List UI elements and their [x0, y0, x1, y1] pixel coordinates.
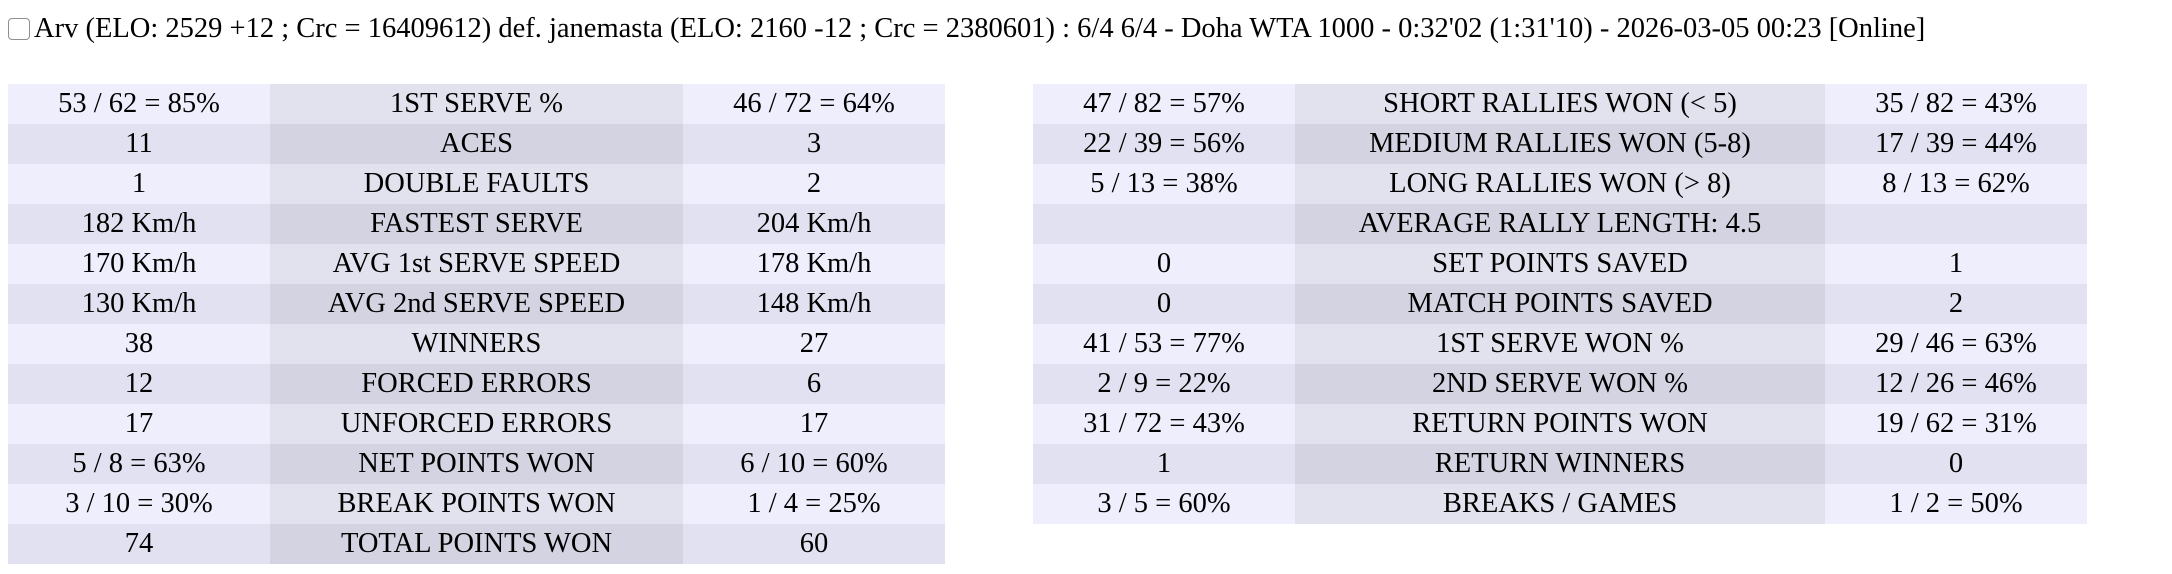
stat-row-average-rally-length [1033, 204, 2087, 244]
p2-value: 46 / 72 = 64% [683, 84, 945, 124]
stat-row-2nd-serve-won [1033, 364, 2087, 404]
stat-label: 1ST SERVE % [270, 84, 683, 124]
p1-value: 53 / 62 = 85% [8, 84, 270, 124]
stat-label: SHORT RALLIES WON (< 5) [1295, 84, 1825, 124]
p1-value: 5 / 13 = 38% [1033, 164, 1295, 204]
stat-row-winners [8, 324, 945, 364]
stat-row-avg-1st-serve-speed [8, 244, 945, 284]
stat-label: FASTEST SERVE [270, 204, 683, 244]
stat-row-return-points-won [1033, 404, 2087, 444]
p2-value: 27 [683, 324, 945, 364]
p1-value: 11 [8, 124, 270, 164]
stat-label: UNFORCED ERRORS [270, 404, 683, 444]
p1-value: 170 Km/h [8, 244, 270, 284]
p2-value [1825, 204, 2087, 244]
match-summary-text: Arv (ELO: 2529 +12 ; Crc = 16409612) def. janemasta (ELO: 2160 -12 ; Crc = 2380601) : 6/4 6/4 - Doha WTA 1000 - 0:32'02 (1:31'10) - 2026-03-05 00:23 [Online] [34, 13, 1926, 44]
p2-value: 2 [683, 164, 945, 204]
stat-row-set-points-saved [1033, 244, 2087, 284]
stat-label: RETURN POINTS WON [1295, 404, 1825, 444]
stat-label: WINNERS [270, 324, 683, 364]
p2-value: 60 [683, 524, 945, 564]
p2-value: 8 / 13 = 62% [1825, 164, 2087, 204]
match-header [8, 12, 1925, 46]
p1-value: 47 / 82 = 57% [1033, 84, 1295, 124]
p2-value: 17 / 39 = 44% [1825, 124, 2087, 164]
stat-row-1st-serve-won [1033, 324, 2087, 364]
p2-value: 35 / 82 = 43% [1825, 84, 2087, 124]
p1-value: 41 / 53 = 77% [1033, 324, 1295, 364]
p1-value: 182 Km/h [8, 204, 270, 244]
p2-value: 19 / 62 = 31% [1825, 404, 2087, 444]
stat-label: 1ST SERVE WON % [1295, 324, 1825, 364]
stat-label: AVG 1st SERVE SPEED [270, 244, 683, 284]
stat-label: SET POINTS SAVED [1295, 244, 1825, 284]
stat-row-unforced-errors [8, 404, 945, 444]
p1-value: 38 [8, 324, 270, 364]
p2-value: 6 [683, 364, 945, 404]
stat-label: MATCH POINTS SAVED [1295, 284, 1825, 324]
stat-label: TOTAL POINTS WON [270, 524, 683, 564]
stat-label: RETURN WINNERS [1295, 444, 1825, 484]
p1-value: 1 [8, 164, 270, 204]
stat-label: AVG 2nd SERVE SPEED [270, 284, 683, 324]
p1-value: 1 [1033, 444, 1295, 484]
stat-label: NET POINTS WON [270, 444, 683, 484]
stat-row-break-points-won [8, 484, 945, 524]
stat-label: BREAK POINTS WON [270, 484, 683, 524]
stat-label: BREAKS / GAMES [1295, 484, 1825, 524]
p1-value: 2 / 9 = 22% [1033, 364, 1295, 404]
stat-row-aces [8, 124, 945, 164]
p2-value: 178 Km/h [683, 244, 945, 284]
p1-value: 130 Km/h [8, 284, 270, 324]
stat-label: AVERAGE RALLY LENGTH: 4.5 [1295, 204, 1825, 244]
p1-value: 17 [8, 404, 270, 444]
p1-value: 22 / 39 = 56% [1033, 124, 1295, 164]
stat-row-match-points-saved [1033, 284, 2087, 324]
stat-row-long-rallies [1033, 164, 2087, 204]
stat-label: 2ND SERVE WON % [1295, 364, 1825, 404]
p2-value: 3 [683, 124, 945, 164]
stat-row-net-points-won [8, 444, 945, 484]
rally-stats-table [1033, 84, 2087, 524]
p2-value: 0 [1825, 444, 2087, 484]
p2-value: 12 / 26 = 46% [1825, 364, 2087, 404]
stat-row-fastest-serve [8, 204, 945, 244]
stat-label: MEDIUM RALLIES WON (5-8) [1295, 124, 1825, 164]
stat-row-breaks-games [1033, 484, 2087, 524]
p1-value: 3 / 10 = 30% [8, 484, 270, 524]
stat-label: LONG RALLIES WON (> 8) [1295, 164, 1825, 204]
p2-value: 1 / 2 = 50% [1825, 484, 2087, 524]
stat-row-avg-2nd-serve-speed [8, 284, 945, 324]
p2-value: 29 / 46 = 63% [1825, 324, 2087, 364]
p2-value: 204 Km/h [683, 204, 945, 244]
p2-value: 2 [1825, 284, 2087, 324]
stat-label: FORCED ERRORS [270, 364, 683, 404]
p1-value: 3 / 5 = 60% [1033, 484, 1295, 524]
p1-value: 0 [1033, 284, 1295, 324]
p1-value: 12 [8, 364, 270, 404]
player-stats-table [8, 84, 945, 564]
p1-value [1033, 204, 1295, 244]
stat-row-return-winners [1033, 444, 2087, 484]
stat-row-total-points-won [8, 524, 945, 564]
p2-value: 6 / 10 = 60% [683, 444, 945, 484]
p2-value: 17 [683, 404, 945, 444]
p2-value: 148 Km/h [683, 284, 945, 324]
stat-label: ACES [270, 124, 683, 164]
p1-value: 74 [8, 524, 270, 564]
p1-value: 5 / 8 = 63% [8, 444, 270, 484]
stat-row-short-rallies [1033, 84, 2087, 124]
stat-row-double-faults [8, 164, 945, 204]
stat-row-medium-rallies [1033, 124, 2087, 164]
stat-label: DOUBLE FAULTS [270, 164, 683, 204]
stat-row-1st-serve-pct [8, 84, 945, 124]
stat-row-forced-errors [8, 364, 945, 404]
p1-value: 31 / 72 = 43% [1033, 404, 1295, 444]
select-checkbox[interactable] [8, 18, 30, 40]
p2-value: 1 / 4 = 25% [683, 484, 945, 524]
p1-value: 0 [1033, 244, 1295, 284]
p2-value: 1 [1825, 244, 2087, 284]
